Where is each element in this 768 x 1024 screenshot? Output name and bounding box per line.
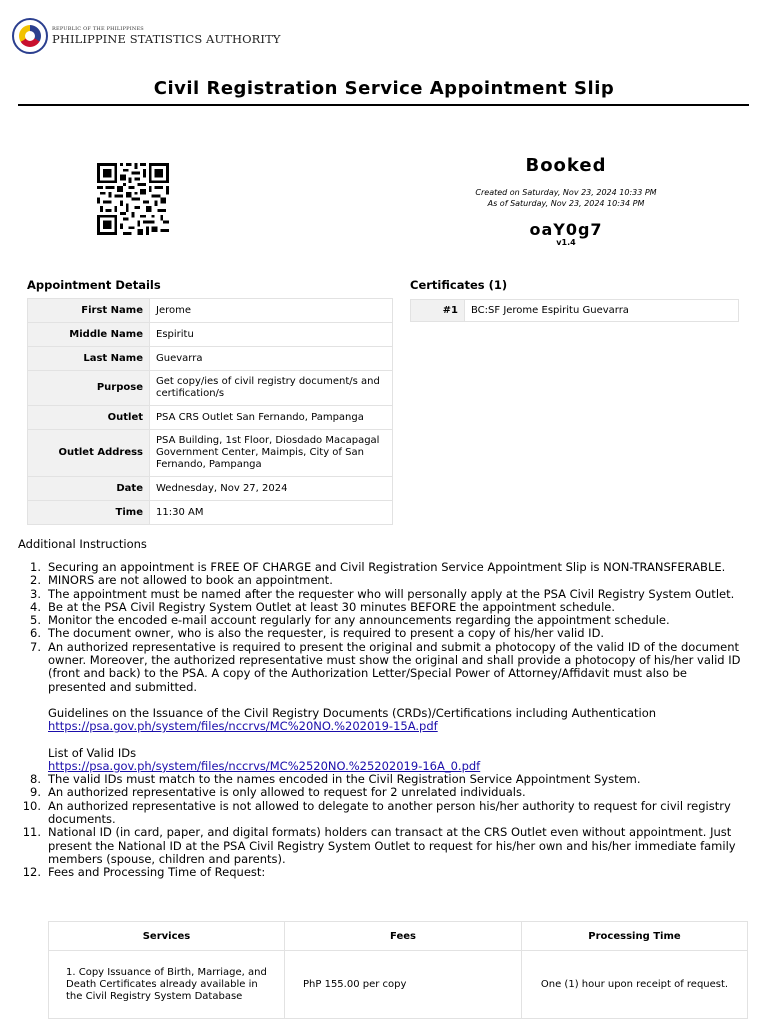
details-value: PSA CRS Outlet San Fernando, Pampanga (150, 406, 393, 430)
guidelines-link[interactable]: https://psa.gov.ph/system/files/nccrvs/MC%20NO.%202019-15A.pdf (48, 719, 438, 734)
fees-amount: PhP 155.00 per copy (285, 951, 522, 1019)
instructions-list (22, 560, 748, 880)
additional-instructions-title: Additional Instructions (18, 537, 147, 551)
instruction-text: An authorized representative is not allowed to delegate to another person his/her authority to request for civil registry documents. (48, 798, 731, 827)
appointment-status: Booked (525, 155, 607, 176)
certificate-value: BC:SF Jerome Espiritu Guevarra (465, 300, 739, 322)
fees-header-fees: Fees (285, 922, 522, 951)
certificate-number: #1 (411, 300, 465, 322)
certificates-title: Certificates (1) (410, 278, 508, 292)
certificates-table (410, 299, 739, 322)
list-item: 11. National ID (in card, paper, and digital formats) holders can transact at the CRS Outlet even without appointment. Just present the National ID at the PSA Civil Registry System Outlet to request for his/her own and his/her immediate family members (spouse, children and parents). (22, 825, 736, 866)
details-value: Jerome (150, 299, 393, 323)
fees-processing-time: One (1) hour upon receipt of request. (522, 951, 748, 1019)
guidelines-text: Guidelines on the Issuance of the Civil Registry Documents (CRDs)/Certifications including Authentication (48, 705, 657, 720)
list-item: 3. The appointment must be named after the requester who will personally apply at the PSA Civil Registry System Outlet. (30, 586, 735, 601)
psa-logo (12, 18, 281, 54)
version-label: v1.4 (556, 238, 576, 247)
appointment-details-table (27, 298, 393, 525)
page-title: Civil Registration Service Appointment Slip (153, 78, 615, 99)
instruction-text: National ID (in card, paper, and digital formats) holders can transact at the CRS Outlet even without appointment. Just present the National ID at the PSA Civil Registry System Outlet to request for his/her own and his/her immediate family members (spouse, children and parents). (48, 825, 736, 866)
logo-agency-name: PHILIPPINE STATISTICS AUTHORITY (52, 31, 281, 46)
fees-header-row (49, 922, 748, 951)
instruction-text: MINORS are not allowed to book an appointment. (48, 573, 333, 588)
details-row (28, 477, 393, 501)
list-item: 8. The valid IDs must match to the names encoded in the Civil Registration Service Appointment System. (30, 772, 641, 787)
details-label: Middle Name (28, 323, 150, 347)
list-item: 10. An authorized representative is not allowed to delegate to another person his/her authority to request for civil registry documents. (22, 798, 731, 827)
details-value: Guevarra (150, 347, 393, 371)
guidelines-block (48, 707, 748, 734)
fees-table (48, 921, 748, 1019)
certificate-row (411, 300, 739, 322)
details-value: Get copy/ies of civil registry document/s and certification/s (150, 371, 393, 406)
details-label: Time (28, 501, 150, 525)
list-item: 4. Be at the PSA Civil Registry System Outlet at least 30 minutes BEFORE the appointment schedule. (30, 599, 616, 614)
valid-ids-link[interactable]: https://psa.gov.ph/system/files/nccrvs/MC%2520NO.%25202019-16A_0.pdf (48, 758, 481, 773)
instruction-text: Securing an appointment is FREE OF CHARGE and Civil Registration Service Appointment Slip is NON-TRANSFERABLE. (48, 560, 726, 574)
appointment-details-title: Appointment Details (27, 278, 161, 292)
details-row (28, 299, 393, 323)
details-label: Date (28, 477, 150, 501)
details-label: Purpose (28, 371, 150, 406)
as-of-timestamp: As of Saturday, Nov 23, 2024 10:34 PM (487, 199, 645, 208)
details-value: PSA Building, 1st Floor, Diosdado Macapagal Government Center, Maimpis, City of San Fernando, Pampanga (150, 430, 393, 477)
details-label: First Name (28, 299, 150, 323)
logo-republic-text: REPUBLIC OF THE PHILIPPINES (52, 25, 144, 32)
details-label: Outlet Address (28, 430, 150, 477)
details-row (28, 323, 393, 347)
details-value: Wednesday, Nov 27, 2024 (150, 477, 393, 501)
details-row (28, 347, 393, 371)
details-row (28, 371, 393, 406)
list-item: 2. MINORS are not allowed to book an appointment. (30, 573, 333, 588)
details-label: Outlet (28, 406, 150, 430)
title-divider (18, 104, 749, 106)
fees-header-services: Services (49, 922, 285, 951)
details-row (28, 501, 393, 525)
instruction-text: An authorized representative is required to present the original and submit a photocopy of the valid ID of the document owner. Moreover, the authorized representative must show the original and shall provide a photocopy of his/her valid ID (front and back) to the PSA. A copy of the Authorization Letter/Special Power of Attorney/Affidavit must also be presented and submitted. (48, 639, 741, 694)
list-item: 7. An authorized representative is required to present the original and submit a photocopy of the valid ID of the document owner. Moreover, the authorized representative must show the original and shall provide a photocopy of his/her valid ID (front and back) to the PSA. A copy of the Authorization Letter/Special Power of Attorney/Affidavit must also be presented and submitted. Guidelines on the Issuance of the Civil Registry Documents (CRDs)/Certifications including Authentication https://psa.gov.ph/system/files/nccrvs/MC%20NO.%202019-15A.pdf List of Valid IDs https://psa.gov.ph/system/files/nccrvs/MC%2520NO.%25202019-16A_0.pdf (48, 641, 748, 773)
details-value: Espiritu (150, 323, 393, 347)
reference-code: oaY0g7 (529, 220, 603, 239)
details-row (28, 430, 393, 477)
instruction-text: The valid IDs must match to the names encoded in the Civil Registration Service Appointment System. (48, 772, 641, 787)
instruction-text: The document owner, who is also the requester, is required to present a copy of his/her valid ID. (48, 626, 605, 641)
details-row (28, 406, 393, 430)
table-row (49, 951, 748, 1019)
list-item: 12. Fees and Processing Time of Request: (22, 865, 266, 880)
list-item: 6. The document owner, who is also the requester, is required to present a copy of his/her valid ID. (30, 626, 605, 641)
instruction-text: Fees and Processing Time of Request: (48, 865, 266, 880)
fees-service: 1. Copy Issuance of Birth, Marriage, and Death Certificates already available in the Civil Registry System Database (49, 951, 285, 1019)
instruction-text: Monitor the encoded e-mail account regularly for any announcements regarding the appointment schedule. (48, 613, 670, 628)
instruction-text: An authorized representative is only allowed to request for 2 unrelated individuals. (48, 785, 526, 800)
qr-code-icon (95, 163, 171, 235)
list-item: 5. Monitor the encoded e-mail account regularly for any announcements regarding the appointment schedule. (30, 613, 670, 628)
valid-ids-text: List of Valid IDs (48, 745, 137, 760)
created-timestamp: Created on Saturday, Nov 23, 2024 10:33 PM (475, 188, 657, 197)
instruction-text: Be at the PSA Civil Registry System Outlet at least 30 minutes BEFORE the appointment schedule. (48, 599, 616, 614)
list-item: 9. An authorized representative is only allowed to request for 2 unrelated individuals. (30, 785, 526, 800)
details-value: 11:30 AM (150, 501, 393, 525)
instruction-text: The appointment must be named after the requester who will personally apply at the PSA Civil Registry System Outlet. (48, 586, 735, 601)
psa-seal-icon (12, 18, 48, 54)
details-label: Last Name (28, 347, 150, 371)
valid-ids-block (48, 747, 748, 774)
fees-header-processing-time: Processing Time (522, 922, 748, 951)
list-item: 1. Securing an appointment is FREE OF CHARGE and Civil Registration Service Appointment Slip is NON-TRANSFERABLE. (30, 560, 726, 574)
